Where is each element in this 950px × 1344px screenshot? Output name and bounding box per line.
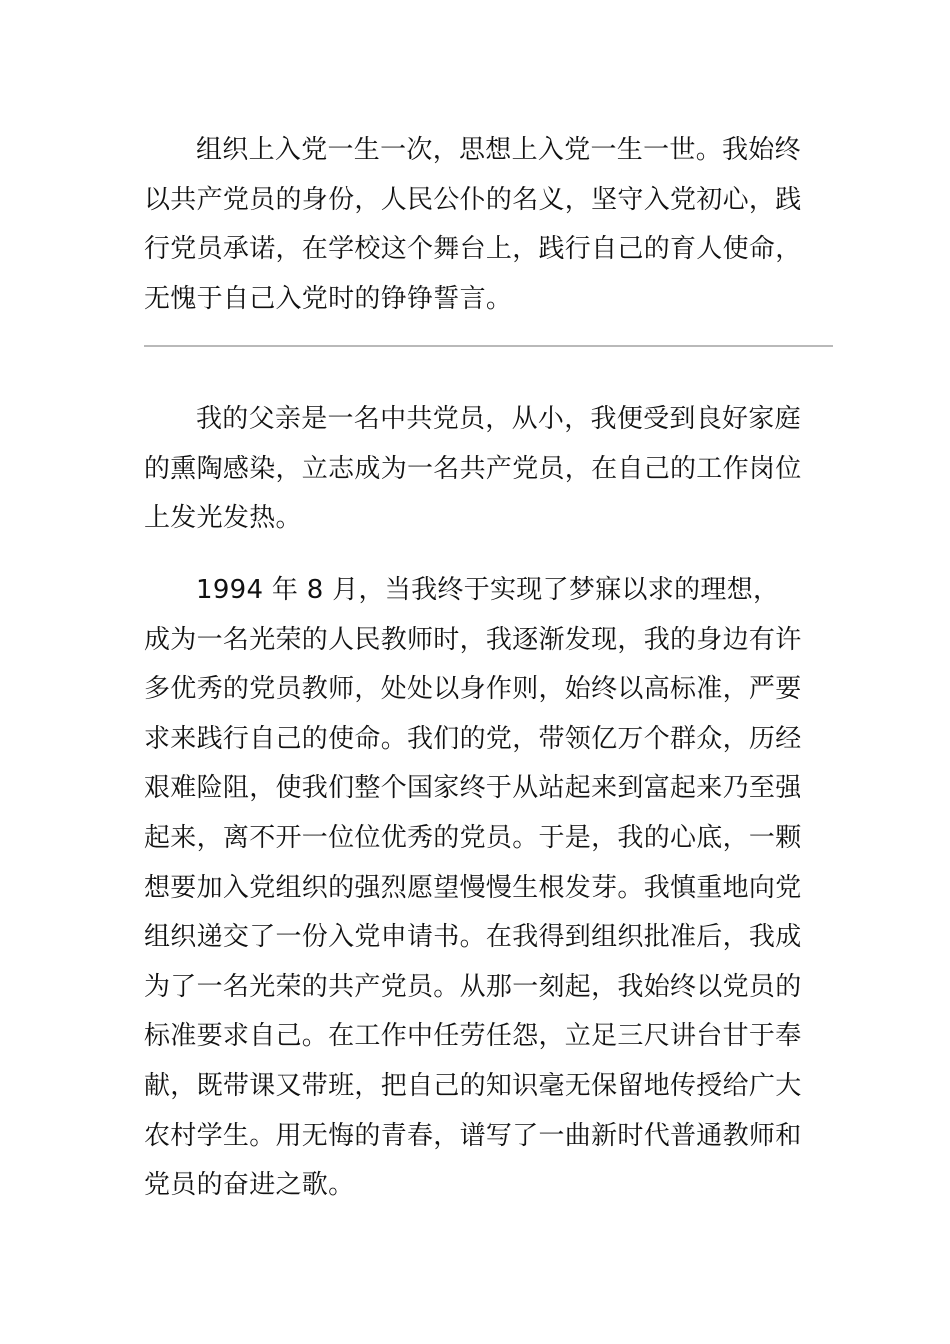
paragraph-teacher-career: 1994 年 8 月，当我终于实现了梦寐以求的理想，成为一名光荣的人民教师时，我逐渐发现，我的身边有许多优秀的党员教师，处处以身作则，始终以高标准，严要求来践行自己的使命。我们的党，带领亿万个群众，历经艰难险阻，使我们整个国家终于从站起来到富起来乃至强起来，离不开一位位优秀的党员。于是，我的心底，一颗想要加入党组织的强烈愿望慢慢生根发芽。我慎重地向党组织递交了一份入党申请书。在我得到组织批准后，我成为了一名光荣的共产党员。从那一刻起，我始终以党员的标准要求自己。在工作中任劳任怨，立足三尺讲台甘于奉献，既带课又带班，把自己的知识毫无保留地传授给广大农村学生。用无悔的青春，谱写了一曲新时代普通教师和党员的奋进之歌。 [144, 575, 802, 1201]
section-divider [144, 345, 833, 347]
paragraph-oath: 组织上入党一生一次，思想上入党一生一世。我始终以共产党员的身份，人民公仆的名义，坚守入党初心，践行党员承诺，在学校这个舞台上，践行自己的育人使命，无愧于自己入党时的铮铮誓言。 [144, 135, 802, 314]
paragraph-father: 我的父亲是一名中共党员，从小，我便受到良好家庭的熏陶感染，立志成为一名共产党员，在自己的工作岗位上发光发热。 [144, 404, 802, 534]
